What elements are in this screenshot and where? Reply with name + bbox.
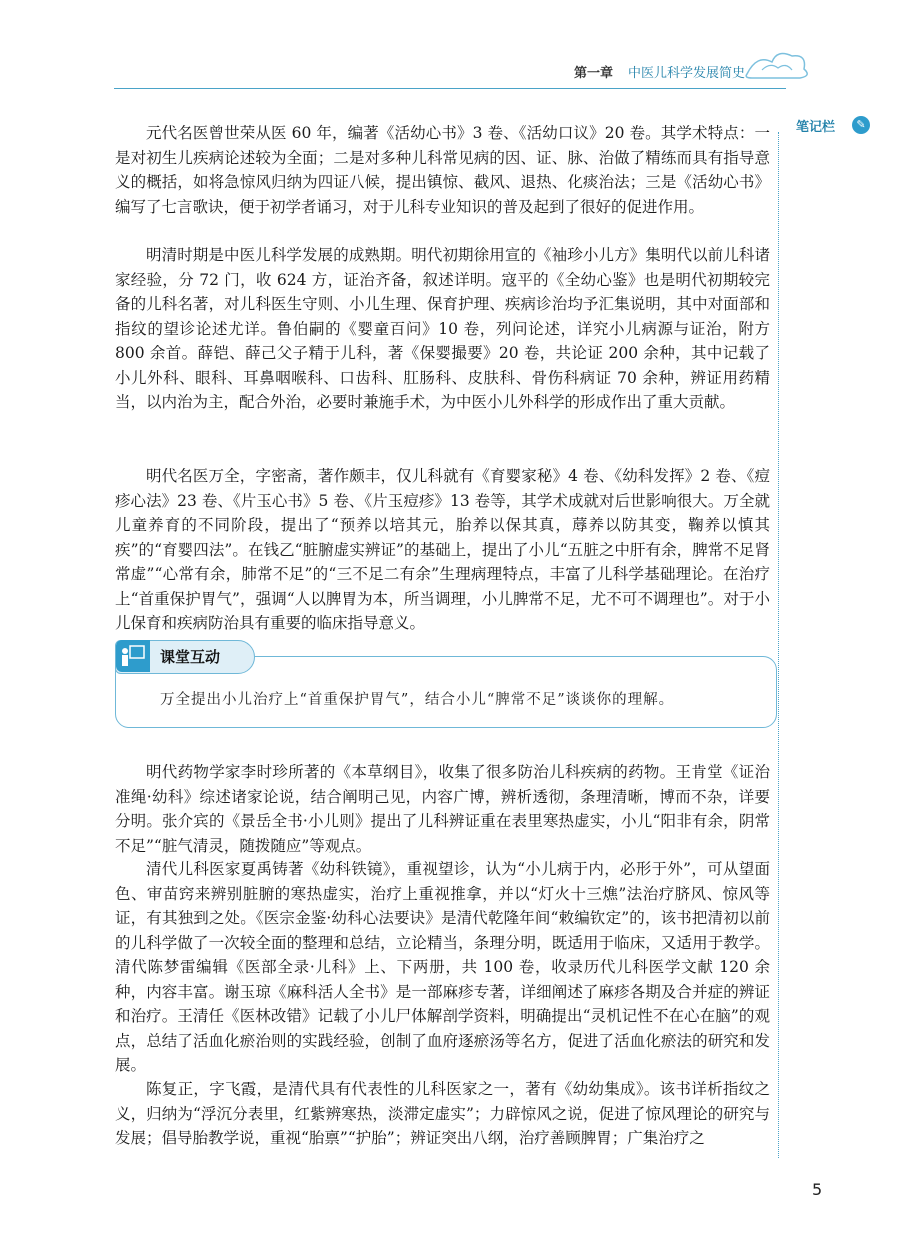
interaction-title: 课堂互动	[160, 648, 221, 666]
notes-column-label: 笔记栏	[796, 120, 836, 135]
teacher-board-icon	[116, 640, 150, 672]
paragraph-4: 明代药物学家李时珍所著的《本草纲目》，收集了很多防治儿科疾病的药物。王肯堂《证治准绳·幼科》综述诸家论说，结合阐明己见，内容广博，辨析透彻，条理清晰，博而不杂，详要分明。张介宾的《景岳全书·小儿则》提出了儿科辨证重在表里寒热虚实，小儿“阳非有余，阴常不足”“脏气清灵，随拨随应”等观点。	[115, 763, 770, 855]
interaction-question: 万全提出小儿治疗上“首重保护胃气”，结合小儿“脾常不足”谈谈你的理解。	[160, 692, 675, 708]
paragraph-2: 明清时期是中医儿科学发展的成熟期。明代初期徐用宣的《袖珍小儿方》集明代以前儿科诸家经验，分 72 门，收 624 方，证治齐备，叙述详明。寇平的《全幼心鉴》也是明代初期较完备的儿科名著，对儿科医生守则、小儿生理、保育护理、疾病诊治均予汇集说明，其中对面部和指纹的望诊论述尤详。鲁伯嗣的《婴童百问》10 卷，列问论述，详究小儿病源与证治，附方 800 余首。薛铠、薛己父子精于儿科，著《保婴撮要》20 卷，共论证 200 余种，其中记载了小儿外科、眼科、耳鼻咽喉科、口齿科、肛肠科、皮肤科、骨伤科病证 70 余种，辨证用药精当，以内治为主，配合外治，必要时兼施手术，为中医小儿外科学的形成作出了重大贡献。	[115, 246, 770, 411]
paragraph-3: 明代名医万全，字密斋，著作颇丰，仅儿科就有《育婴家秘》4 卷、《幼科发挥》2 卷、《痘疹心法》23 卷、《片玉心书》5 卷、《片玉痘疹》13 卷等，其学术成就对后世影响很大。万全就儿童养育的不同阶段，提出了“预养以培其元，胎养以保其真，蓐养以防其变，鞠养以慎其疾”的“育婴四法”。在钱乙“脏腑虚实辨证”的基础上，提出了小儿“五脏之中肝有余，脾常不足肾常虚”“心常有余，肺常不足”的“三不足二有余”生理病理特点，丰富了儿科学基础理论。在治疗上“首重保护胃气”，强调“人以脾胃为本，所当调理，小儿脾常不足，尤不可不调理也”。对于小儿保育和疾病防治具有重要的临床指导意义。	[115, 467, 770, 632]
paragraph-1: 元代名医曾世荣从医 60 年，编著《活幼心书》3 卷、《活幼口议》20 卷。其学术特点：一是对初生儿疾病论述较为全面；二是对多种儿科常见病的因、证、脉、治做了精练而具有指导意义的概括，如将急惊风归纳为四证八候，提出镇惊、截风、退热、化痰治法；三是《活幼心书》编写了七言歌诀，便于初学者诵习，对于儿科专业知识的普及起到了很好的促进作用。	[115, 124, 770, 216]
cloud-ornament-icon	[742, 44, 812, 84]
chapter-title: 中医儿科学发展简史	[628, 66, 746, 81]
chapter-label: 第一章	[574, 66, 614, 81]
paragraph-6: 陈复正，字飞霞，是清代具有代表性的儿科医家之一，著有《幼幼集成》。该书详析指纹之义，归纳为“浮沉分表里，红紫辨寒热，淡滞定虚实”；力辟惊风之说，促进了惊风理论的研究与发展；倡导胎教学说，重视“胎禀”“护胎”；辨证突出八纲，治疗善顾脾胃；广集治疗之	[115, 1080, 770, 1147]
paragraph-5: 清代儿科医家夏禹铸著《幼科铁镜》，重视望诊，认为“小儿病于内，必形于外”，可从望面色、审苗窍来辨别脏腑的寒热虚实，治疗上重视推拿，并以“灯火十三燋”法治疗脐风、惊风等证，有其独到之处。《医宗金鉴·幼科心法要诀》是清代乾隆年间“敕编钦定”的，该书把清初以前的儿科学做了一次较全面的整理和总结，立论精当，条理分明，既适用于临床，又适用于教学。清代陈梦雷编辑《医部全录·儿科》上、下两册，共 100 卷，收录历代儿科医学文献 120 余种，内容丰富。谢玉琼《麻科活人全书》是一部麻疹专著，详细阐述了麻疹各期及合并症的辨证和治疗。王清任《医林改错》记载了小儿尸体解剖学资料，明确提出“灵机记性不在心在脑”的观点，总结了活血化瘀治则的实践经验，创制了血府逐瘀汤等名方，促进了活血化瘀法的研究和发展。	[115, 860, 770, 1074]
header-rule	[114, 88, 786, 89]
pencil-note-icon: ✎	[852, 116, 870, 134]
notes-column-rule	[778, 132, 779, 1158]
page-number: 5	[812, 1180, 823, 1199]
